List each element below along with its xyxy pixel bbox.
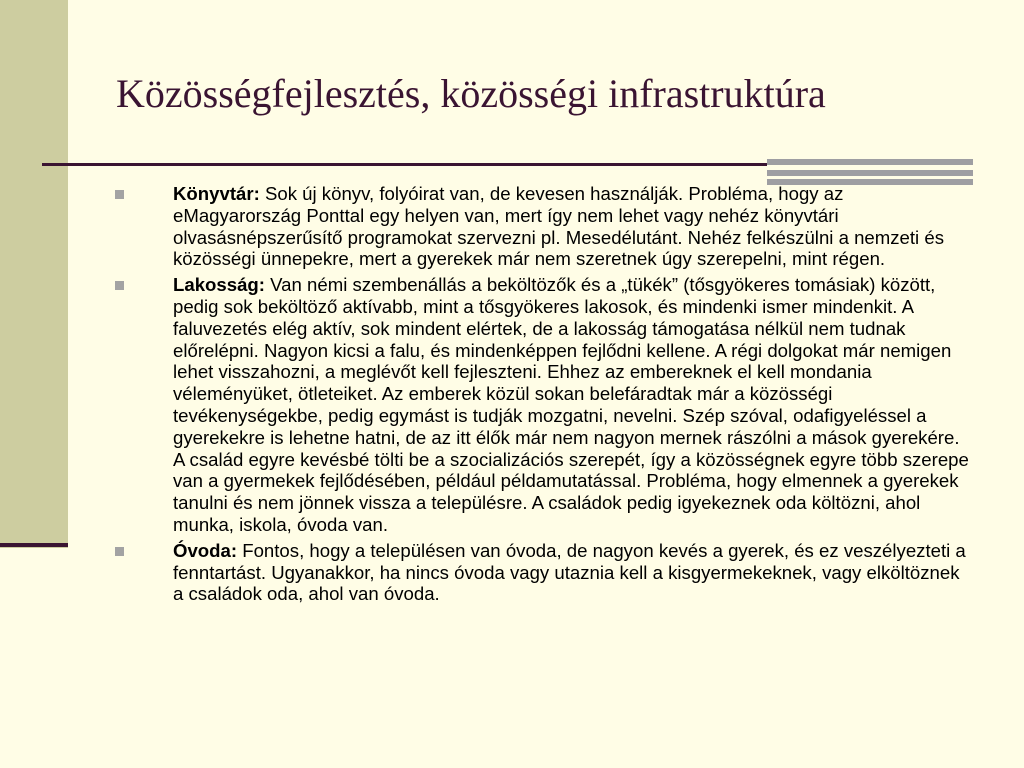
bullet-body xyxy=(173,183,972,270)
side-band xyxy=(0,0,68,548)
side-rule xyxy=(0,543,68,547)
bullet-label: Lakosság: xyxy=(173,274,265,296)
bullet-label: Óvoda: xyxy=(173,539,238,561)
slide-title: Közösségfejlesztés, közösségi infrastruktúra xyxy=(116,71,826,116)
bullet-body xyxy=(173,540,972,605)
bullet-ovoda xyxy=(112,540,972,605)
bullet-lakossag xyxy=(112,274,972,536)
bullet-list xyxy=(112,183,972,609)
square-bullet-icon xyxy=(115,190,124,199)
decor-bar-middle xyxy=(767,170,973,176)
bullet-label: Könyvtár: xyxy=(173,183,260,204)
bullet-text: Van némi szembenállás a beköltözők és a „tükék” (tősgyökeres tomásiak) között, pedig sok beköltöző aktívabb, mint a tősgyökeres lakosok, és mindenki ismer mindenkit. A faluvezetés elég aktív, sok mindent elértek, de a lakosság támogatása nélkül nem tudnak előrelépni. Nagyon kicsi a falu, és mindenképpen fejlődni kellene. A régi dolgokat már nemigen lehet visszahozni, a meglévőt kell fejleszteni. Ehhez az embereknek el kell mondania véleményüket, ötleteiket. Az emberek közül sokan belefáradtak már a közösségi tevékenységekbe, pedig egymást is tudják mozgatni, nevelni. Szép szóval, odafigyeléssel a gyerekekre is lehetne hatni, de az itt élők már nem nagyon mernek rászólni a mások gyerekére. A család egyre kevésbé tölti be a szocializációs szerepét, így a közösségnek egyre több szerepe van a gyermekek fejlődésében, például példamutatással. Probléma, hogy elmennek a gyerekek tanulni és nem jönnek vissza a településre. A családok pedig igyekeznek oda költözni, ahol munka, iskola, óvoda van. xyxy=(173,274,969,535)
bullet-konyvtar xyxy=(112,183,972,270)
bullet-body xyxy=(173,274,972,536)
bullet-text: Fontos, hogy a településen van óvoda, de nagyon kevés a gyerek, és ez veszélyezteti a fenntartást. Ugyanakkor, ha nincs óvoda vagy utaznia kell a kisgyermekeknek, vagy elköltöznek a családok oda, ahol van óvoda. xyxy=(173,539,966,605)
bullet-text: Sok új könyv, folyóirat van, de kevesen használják. Probléma, hogy az eMagyarország Ponttal egy helyen van, mert így nem lehet vagy nehéz könyvtári olvasásnépszerűsítő programokat szervezni pl. Mesedélutánt. Nehéz felkészülni a nemzeti és közösségi ünnepekre, mert a gyerekek már nem szeretnek úgy szerepelni, mint régen. xyxy=(173,183,944,270)
square-bullet-icon xyxy=(115,281,124,290)
decor-bar-top xyxy=(767,159,973,165)
title-rule xyxy=(42,163,767,166)
square-bullet-icon xyxy=(115,547,124,556)
